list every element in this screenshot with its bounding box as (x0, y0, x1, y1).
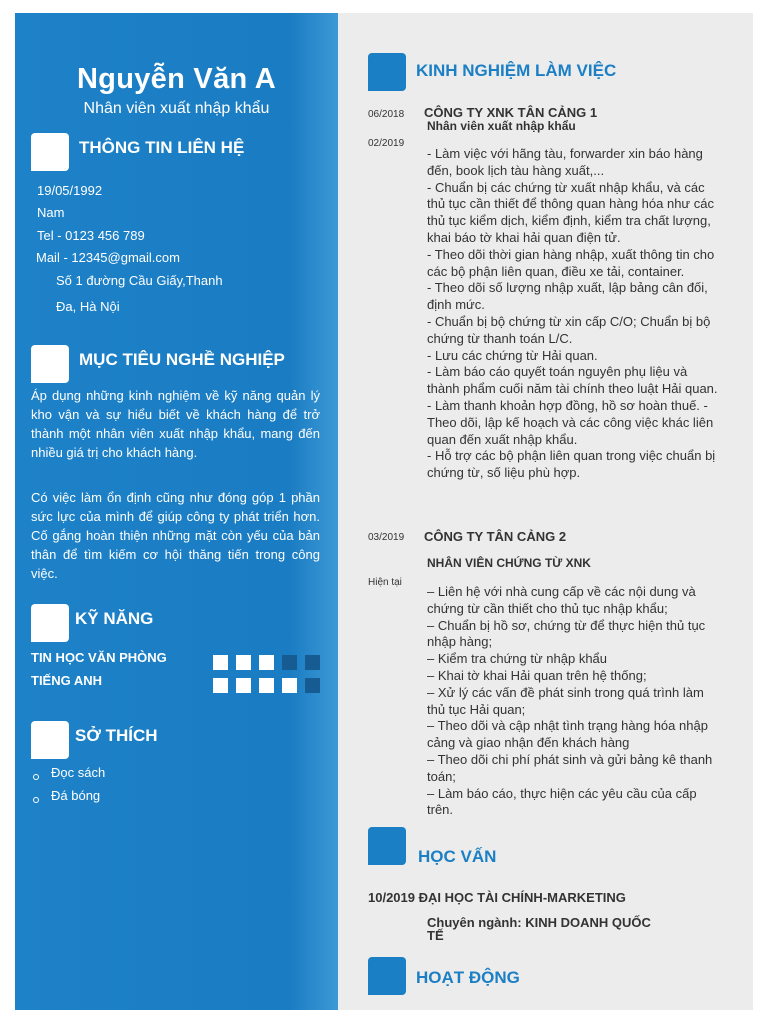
section-square-icon (368, 957, 406, 995)
duty-item: - Chuẩn bị các chứng từ xuất nhập khẩu, và các thủ tục cần thiết để thông quan hàng hóa như các thủ tục kiểm dịch, kiểm định, kiểm tra chất lượng, khai báo tờ khai hải quan điện tử. (427, 179, 714, 245)
job-start-date: 06/2018 (368, 109, 405, 120)
section-square-icon (368, 53, 406, 91)
skill-level-dot (305, 655, 320, 670)
skill-level-dot (282, 655, 297, 670)
job-role: Nhân viên xuất nhập khẩu (427, 119, 576, 133)
hobby-item: Đọc sách (51, 765, 106, 780)
job-company: CÔNG TY XNK TÂN CẢNG 1 (424, 105, 598, 120)
job-duties (427, 146, 722, 482)
education-heading: HỌC VẤN (418, 847, 497, 866)
job-company: CÔNG TY TÂN CẢNG 2 (424, 529, 567, 544)
section-square-icon (31, 604, 69, 642)
section-square-icon (368, 827, 406, 865)
duty-item: - Làm việc với hãng tàu, forwarder xin báo hàng đến, book lịch tàu hàng xuất,... (427, 146, 703, 178)
skill-label: TIẾNG ANH (31, 673, 103, 688)
bullet-circle-icon (33, 797, 39, 803)
job-end-date: Hiện tại (368, 577, 402, 588)
duty-item: – Theo dõi và cập nhật tình trạng hàng hóa nhập cảng và giao nhận đến khách hàng (427, 718, 708, 751)
skill-level-dot (305, 678, 320, 693)
contact-dob: 19/05/1992 (37, 183, 103, 198)
sidebar (15, 13, 338, 1010)
bullet-circle-icon (33, 774, 39, 780)
education-school: 10/2019 ĐẠI HỌC TÀI CHÍNH-MARKETING (368, 890, 626, 905)
contact-gender: Nam (37, 205, 65, 220)
contact-address-line2: Đa, Hà Nội (56, 299, 120, 314)
hobby-item: Đá bóng (51, 788, 101, 803)
skill-level-dot (259, 655, 274, 670)
skill-level-dot (282, 678, 297, 693)
duty-item: - Theo dõi số lượng nhập xuất, lập bảng cân đối, định mức. (427, 280, 708, 313)
duty-item: – Liên hệ với nhà cung cấp về các nội dung và chứng từ cần thiết cho thủ tục nhập khẩu; (427, 584, 696, 616)
objective-paragraph-1: Áp dụng những kinh nghiệm về kỹ năng quản lý kho vận và sự hiểu biết về khách hàng để trở thành một nhân viên xuất nhập khẩu, mang đến nhiều giá trị cho khách hàng. (31, 388, 320, 460)
skill-level-dot (236, 678, 251, 693)
duty-item: - Làm thanh khoản hợp đồng, hồ sơ hoàn thuế. - Theo dõi, lập kế hoạch và các công việc khác liên quan đến xuất nhập khẩu. (427, 397, 714, 447)
section-square-icon (31, 721, 69, 759)
skill-rating (213, 655, 320, 670)
skill-label: TIN HỌC VĂN PHÒNG (31, 650, 167, 665)
duty-item: – Làm báo cáo, thực hiện các yêu cầu của cấp trên. (427, 785, 697, 818)
objective-heading: MỤC TIÊU NGHỀ NGHIỆP (79, 350, 285, 369)
duty-item: – Khai tờ khai Hải quan trên hệ thống; (427, 667, 647, 683)
duty-item: – Chuẩn bị hồ sơ, chứng từ để thực hiện thủ tục nhập hàng; (427, 617, 706, 650)
duty-item: – Xử lý các vấn đề phát sinh trong quá trình làm thủ tục Hải quan; (427, 684, 704, 717)
activities-heading: HOẠT ĐỘNG (416, 968, 520, 987)
skill-rating (213, 678, 320, 693)
contact-heading: THÔNG TIN LIÊN HỆ (79, 138, 245, 157)
education-major: Chuyên ngành: KINH DOANH QUỐC (427, 915, 651, 930)
job-start-date: 03/2019 (368, 532, 405, 543)
job-role: NHÂN VIÊN CHỨNG TỪ XNK (427, 556, 591, 570)
experience-heading: KINH NGHIỆM LÀM VIỆC (416, 61, 617, 80)
contact-email: Mail - 12345@gmail.com (36, 250, 180, 265)
objective-paragraph-2: Có việc làm ổn định cũng như đóng góp 1 phần sức lực của mình để giúp công ty phát triển hơn. Cố gắng hoàn thiện những mặt còn yếu của bản thân để tìm kiếm cơ hội thăng tiến trong công việc. (31, 490, 320, 581)
section-square-icon (31, 345, 69, 383)
duty-item: - Làm báo cáo quyết toán nguyên phụ liệu và thành phẩm cuối năm tài chính theo luật Hải quan. (427, 364, 718, 397)
candidate-title: Nhân viên xuất nhập khẩu (83, 100, 270, 117)
contact-address-line1: Số 1 đường Cầu Giấy,Thanh (56, 273, 223, 288)
duty-item: – Kiểm tra chứng từ nhập khẩu (427, 651, 608, 667)
job-end-date: 02/2019 (368, 138, 405, 149)
skill-level-dot (236, 655, 251, 670)
duty-item: - Theo dõi thời gian hàng nhập, xuất thông tin cho các bộ phận liên quan, điều xe tải, container. (427, 246, 715, 279)
skill-level-dot (213, 678, 228, 693)
job-duties (427, 584, 722, 819)
hobbies-heading: SỞ THÍCH (75, 726, 158, 745)
section-square-icon (31, 133, 69, 171)
duty-item: - Lưu các chứng từ Hải quan. (427, 347, 598, 363)
duty-item: - Chuẩn bị bộ chứng từ xin cấp C/O; Chuẩn bị bộ chứng từ thanh toán L/C. (427, 313, 711, 346)
contact-phone: Tel - 0123 456 789 (37, 228, 145, 243)
skill-level-dot (213, 655, 228, 670)
candidate-name: Nguyễn Văn A (76, 63, 277, 95)
duty-item: - Hỗ trợ các bộ phận liên quan trong việc chuẩn bị chứng từ, số liệu phù hợp. (427, 448, 716, 481)
duty-item: – Theo dõi chi phí phát sinh và gửi bảng kê thanh toán; (427, 751, 713, 784)
education-major-cont: TẾ (427, 928, 444, 943)
skills-heading: KỸ NĂNG (75, 609, 154, 628)
skill-level-dot (259, 678, 274, 693)
